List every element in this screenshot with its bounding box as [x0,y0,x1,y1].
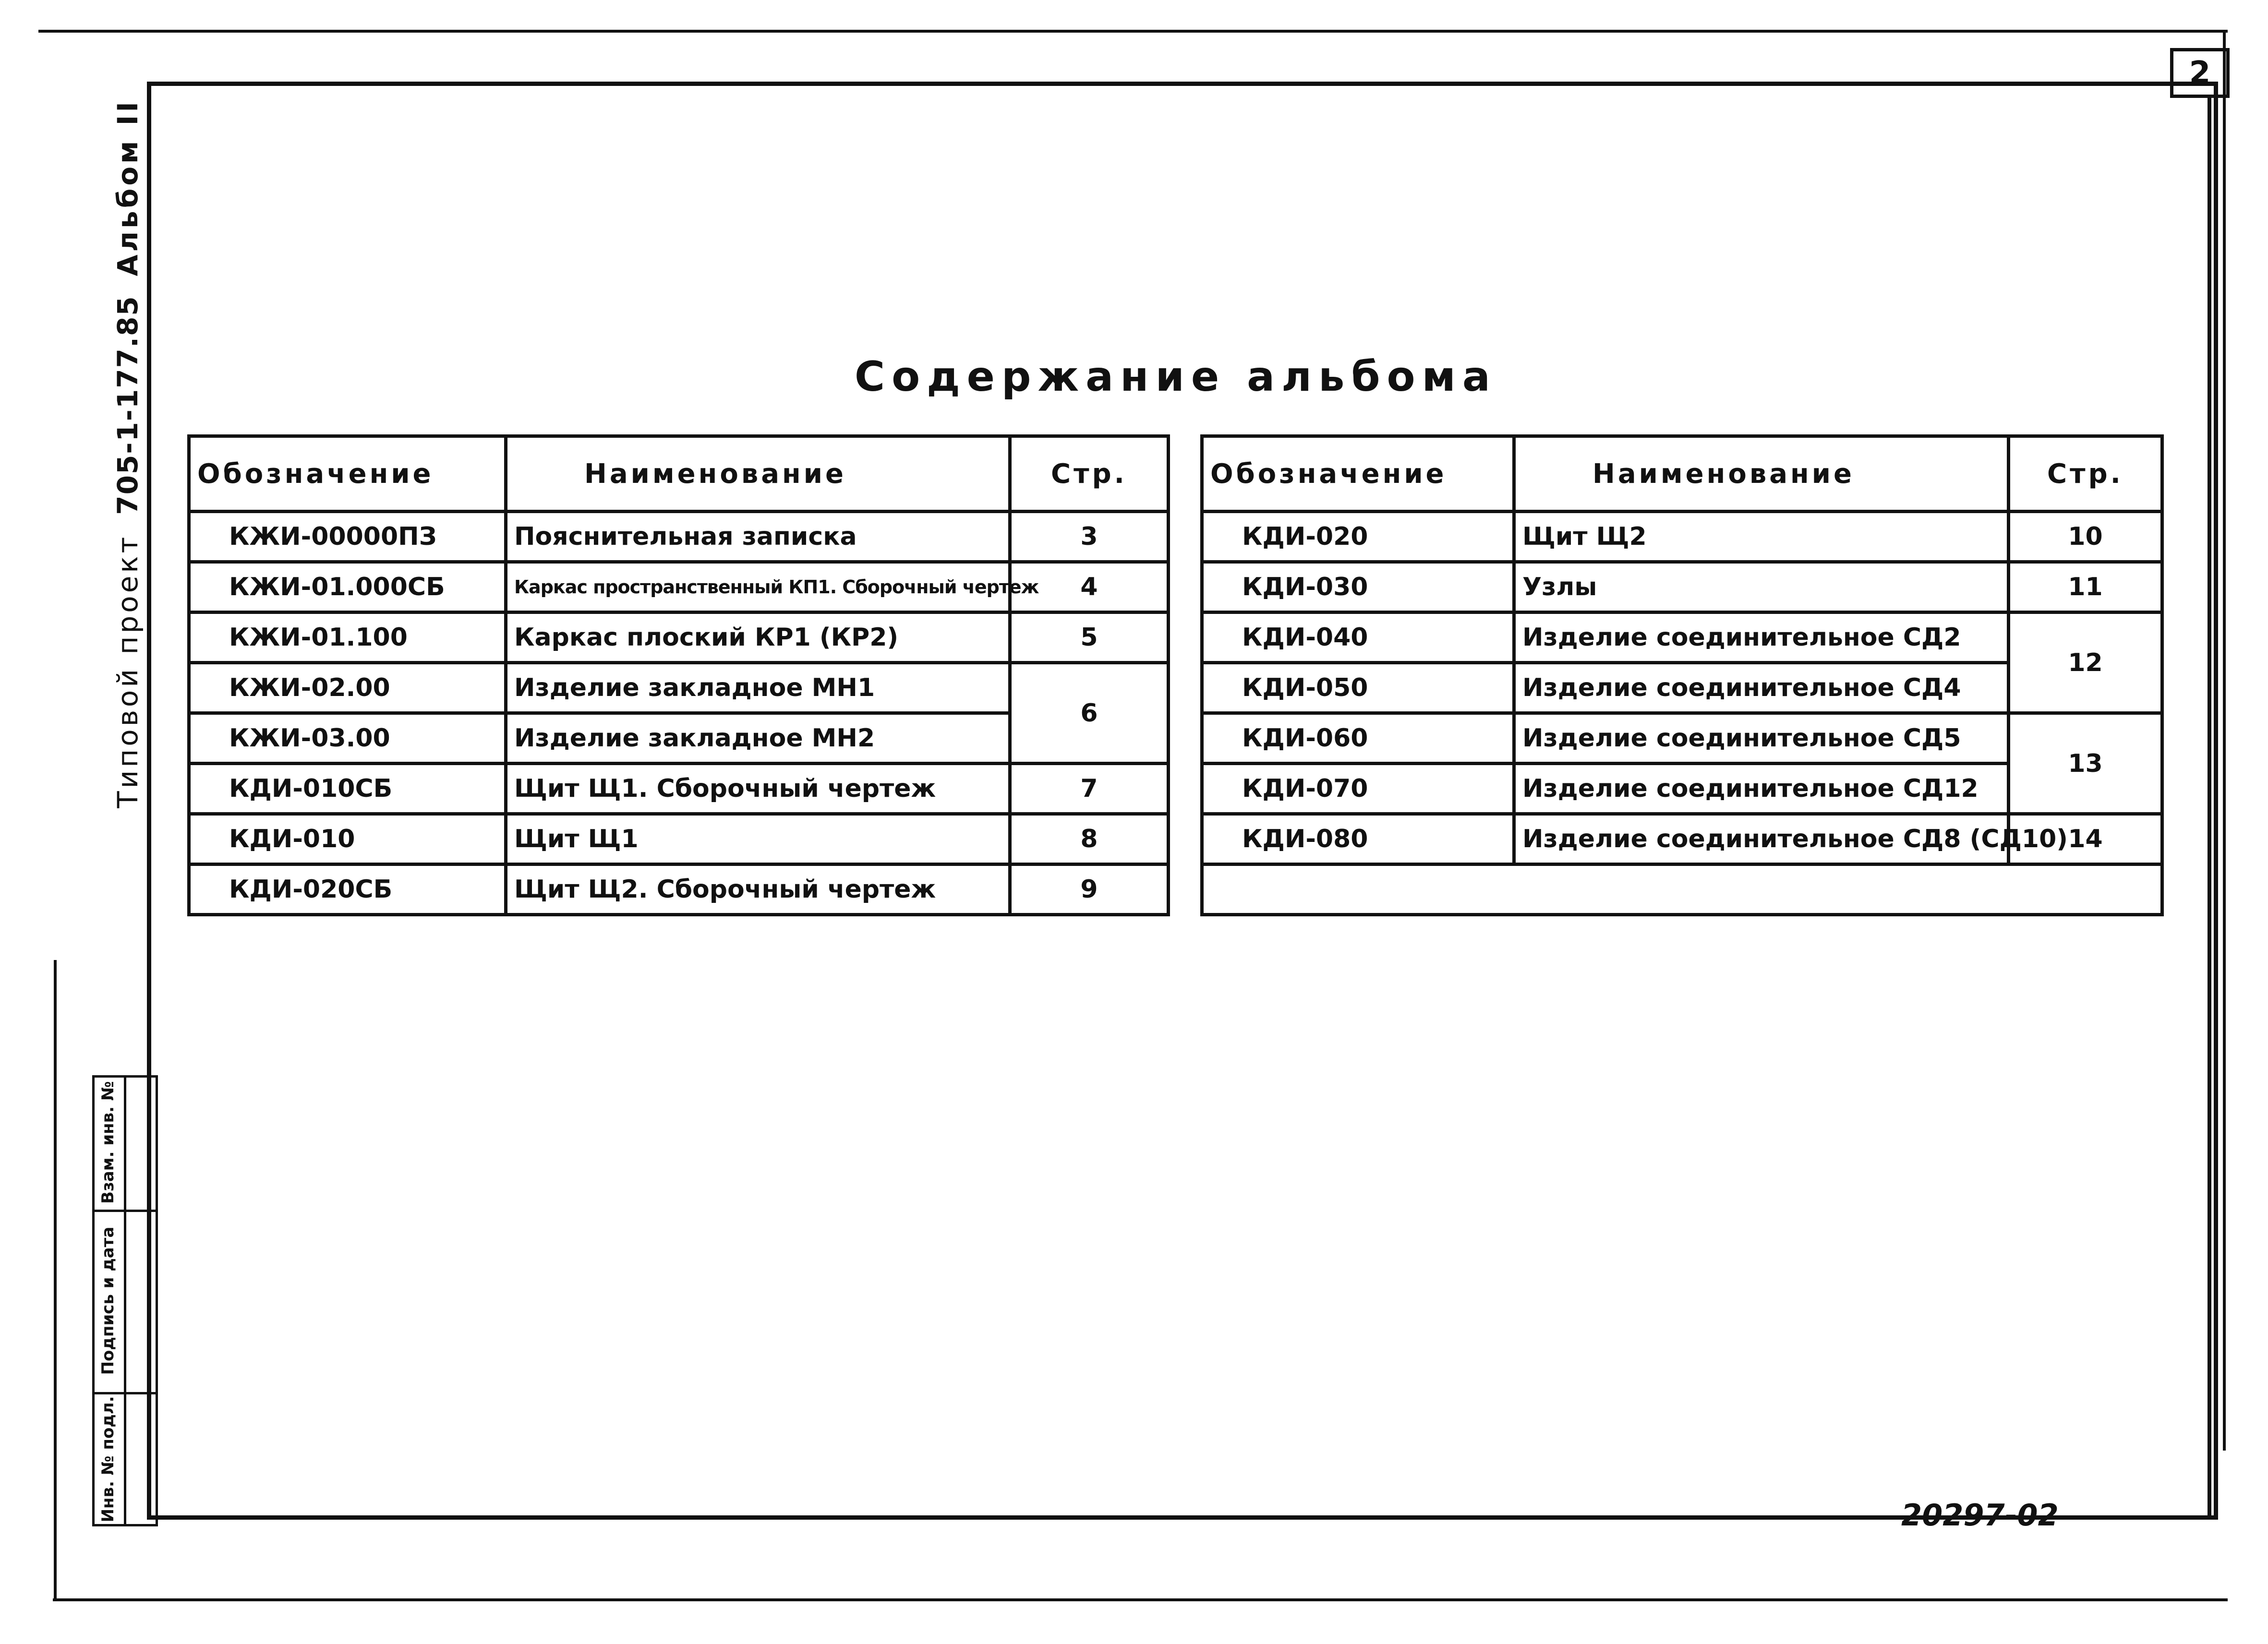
side-title-prefix: Типовой проект [111,534,144,808]
stamp-replacement-inventory: Взам. инв. № [98,1081,118,1204]
header-page: Стр. [1010,436,1169,512]
row-code: КЖИ-00000ПЗ [189,512,506,562]
row-name: Изделие закладное МН1 [506,663,1010,713]
row-code: КЖИ-01.100 [189,612,506,663]
empty-cell [1202,864,2162,915]
table-row [189,814,1169,864]
page-number-box [2170,48,2230,98]
header-designation: Обозначение [1202,436,1514,512]
side-title [111,99,145,808]
table-row [1202,512,2162,562]
table-row [1202,562,2162,612]
table-row [189,512,1169,562]
row-code: КЖИ-01.000СБ [189,562,506,612]
header-name: Наименование [506,436,1010,512]
row-code: КДИ-030 [1202,562,1514,612]
sheet-left-line [54,960,57,1598]
row-page: 11 [2009,562,2162,612]
row-code: КДИ-070 [1202,764,1514,814]
table-row [1202,713,2162,764]
toc-header-row [189,436,1169,512]
row-code: КДИ-060 [1202,713,1514,764]
header-page: Стр. [2009,436,2162,512]
row-name: Узлы [1514,562,2009,612]
row-name: Изделие соединительное СД12 [1514,764,2009,814]
row-code: КДИ-010 [189,814,506,864]
row-name: Щит Щ1. Сборочный чертеж [506,764,1010,814]
row-code: КДИ-040 [1202,612,1514,663]
row-page: 9 [1010,864,1169,915]
row-name: Каркас плоский КР1 (КР2) [506,612,1010,663]
row-name: Изделие соединительное СД8 (СД10) [1514,814,2009,864]
row-page: 12 [2009,612,2162,713]
header-name: Наименование [1514,436,2009,512]
row-code: КДИ-020 [1202,512,1514,562]
toc-table-left [187,434,1170,916]
row-page: 14 [2009,814,2162,864]
row-page: 4 [1010,562,1169,612]
table-row [189,562,1169,612]
table-row [189,764,1169,814]
table-row [189,663,1169,713]
row-name: Изделие соединительное СД2 [1514,612,2009,663]
toc-header-row [1202,436,2162,512]
row-name: Щит Щ1 [506,814,1010,864]
archive-code: 20297-02 [1901,1498,2059,1533]
row-name: Каркас пространственный КП1. Сборочный чертеж [506,562,1010,612]
row-code: КЖИ-03.00 [189,713,506,764]
row-page: 5 [1010,612,1169,663]
row-name: Пояснительная записка [506,512,1010,562]
row-page: 3 [1010,512,1169,562]
toc-table-right [1200,434,2164,916]
project-number: 705-1-177.85 [111,295,144,515]
row-code: КДИ-010СБ [189,764,506,814]
stamp-inventory-no: Инв. № подл. [98,1396,118,1523]
table-row [189,612,1169,663]
row-name: Изделие соединительное СД5 [1514,713,2009,764]
table-row [189,864,1169,915]
table-row-empty [1202,864,2162,915]
row-name: Изделие закладное МН2 [506,713,1010,764]
header-designation: Обозначение [189,436,506,512]
row-page: 10 [2009,512,2162,562]
table-row [1202,612,2162,663]
row-code: КДИ-080 [1202,814,1514,864]
sheet-bottom-line [53,1598,2228,1601]
page-number: 2 [2189,55,2211,91]
document-title: Содержание альбома [855,353,1497,401]
row-name: Изделие соединительное СД4 [1514,663,2009,713]
row-page: 13 [2009,713,2162,814]
side-stamp [92,1075,159,1526]
table-row [1202,814,2162,864]
sheet-right-line [2223,30,2226,1451]
row-code: КДИ-050 [1202,663,1514,713]
row-name: Щит Щ2. Сборочный чертеж [506,864,1010,915]
row-page: 8 [1010,814,1169,864]
row-page: 6 [1010,663,1169,764]
sheet-top-line [38,30,2228,33]
row-code: КДИ-020СБ [189,864,506,915]
row-code: КЖИ-02.00 [189,663,506,713]
stamp-signature-date: Подпись и дата [98,1226,118,1375]
row-name: Щит Щ2 [1514,512,2009,562]
row-page: 7 [1010,764,1169,814]
album-label: Альбом II [111,99,144,276]
